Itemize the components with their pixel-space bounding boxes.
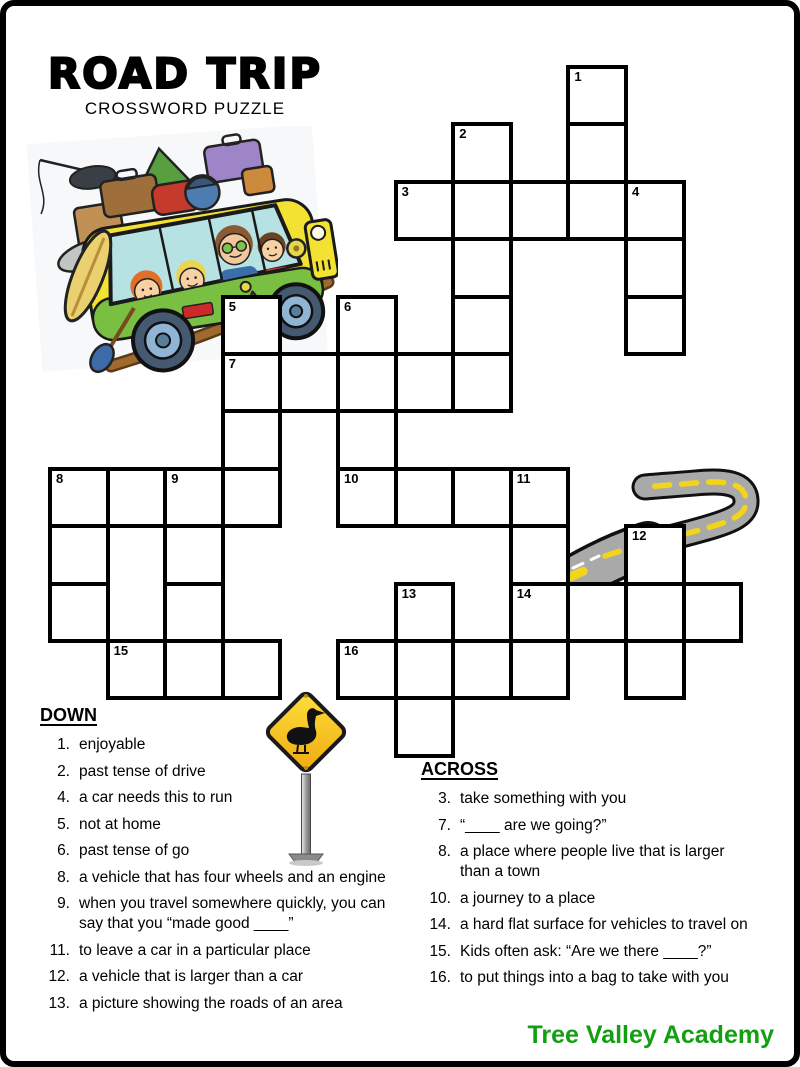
clue-number: 12. xyxy=(48,968,70,985)
cell-number: 13 xyxy=(401,585,417,601)
crossword-cell[interactable] xyxy=(624,237,686,298)
across-heading: ACROSS xyxy=(421,759,499,779)
crossword-cell[interactable] xyxy=(221,352,283,413)
cell-number: 5 xyxy=(228,298,237,314)
across-clues-section xyxy=(421,759,786,995)
crossword-cell[interactable] xyxy=(221,409,283,470)
crossword-cell[interactable] xyxy=(451,295,513,356)
clue-number: 5. xyxy=(57,815,70,833)
clue-item xyxy=(40,815,418,835)
clue-number: 6. xyxy=(57,842,70,859)
cell-number: 12 xyxy=(632,528,647,544)
cell-number: 10 xyxy=(344,470,359,486)
clue-text: not at home xyxy=(79,815,161,833)
crossword-cell[interactable] xyxy=(394,639,456,700)
crossword-cell[interactable] xyxy=(509,467,571,528)
clue-number: 15. xyxy=(429,942,451,960)
clue-item xyxy=(421,915,786,935)
clue-number: 7. xyxy=(438,816,451,834)
clue-item xyxy=(421,942,786,962)
cell-number: 9 xyxy=(171,470,179,486)
crossword-cell[interactable] xyxy=(624,295,686,356)
crossword-cell[interactable] xyxy=(336,467,398,528)
crossword-cell[interactable] xyxy=(624,524,686,585)
clue-number: 9. xyxy=(57,895,70,912)
cell-number: 3 xyxy=(401,183,409,199)
clue-number: 4. xyxy=(57,789,70,806)
crossword-cell[interactable] xyxy=(509,180,571,241)
crossword-cell[interactable] xyxy=(451,180,513,241)
crossword-cell[interactable] xyxy=(106,467,168,528)
crossword-cell[interactable] xyxy=(163,582,225,643)
clue-item xyxy=(40,868,418,888)
clue-item xyxy=(421,968,786,988)
clue-text: a hard flat surface for vehicles to travel on xyxy=(460,916,748,933)
clue-text: enjoyable xyxy=(79,736,146,753)
down-heading: DOWN xyxy=(40,705,97,725)
down-clues-section xyxy=(40,705,418,1020)
crossword-cell[interactable] xyxy=(566,122,628,183)
crossword-cell[interactable] xyxy=(106,639,168,700)
crossword-cell[interactable] xyxy=(336,409,398,470)
cell-number: 11 xyxy=(516,470,531,486)
crossword-cell[interactable] xyxy=(451,122,513,183)
cell-number: 6 xyxy=(344,298,352,314)
across-clue-list xyxy=(421,789,786,988)
clue-text: a picture showing the roads of an area xyxy=(79,994,343,1012)
clue-text: a car needs this to run xyxy=(79,789,233,806)
page-subtitle: CROSSWORD PUZZLE xyxy=(84,99,286,119)
crossword-cell[interactable] xyxy=(394,352,456,413)
crossword-cell[interactable] xyxy=(163,639,225,700)
cell-number: 7 xyxy=(228,356,237,371)
crossword-cell[interactable] xyxy=(394,180,456,241)
clue-item xyxy=(40,894,418,934)
clue-number: 3. xyxy=(438,790,451,807)
crossword-cell[interactable] xyxy=(221,295,283,356)
crossword-cell[interactable] xyxy=(566,180,628,241)
crossword-cell[interactable] xyxy=(682,582,744,643)
page-title: ROAD TRIP xyxy=(47,49,323,98)
crossword-cell[interactable] xyxy=(451,467,513,528)
crossword-cell[interactable] xyxy=(451,352,513,413)
crossword-cell[interactable] xyxy=(566,582,628,643)
cell-number: 16 xyxy=(344,643,359,658)
clue-number: 10. xyxy=(429,889,451,907)
crossword-cell[interactable] xyxy=(451,237,513,298)
down-clue-list xyxy=(40,735,418,1014)
clue-text: take something with you xyxy=(460,790,627,807)
clue-text: past tense of drive xyxy=(79,762,206,780)
clue-item xyxy=(421,889,786,909)
brand-footer: Tree Valley Academy xyxy=(527,1021,774,1049)
crossword-cell[interactable] xyxy=(566,65,628,126)
crossword-cell[interactable] xyxy=(48,582,110,643)
crossword-cell[interactable] xyxy=(163,467,225,528)
crossword-cell[interactable] xyxy=(624,639,686,700)
crossword-cell[interactable] xyxy=(509,582,571,643)
clue-item xyxy=(40,788,418,808)
clue-text: when you travel somewhere quickly, you can say that you “made good ____” xyxy=(79,895,386,932)
clue-number: 14. xyxy=(429,916,451,933)
clue-item xyxy=(40,941,418,961)
crossword-cell[interactable] xyxy=(451,639,513,700)
clue-text: “____ are we going?” xyxy=(460,816,607,834)
crossword-cell[interactable] xyxy=(624,582,686,643)
clue-number: 13. xyxy=(48,994,70,1012)
cell-number: 1 xyxy=(574,69,582,84)
clue-item xyxy=(40,967,418,987)
clue-text: to put things into a bag to take with you xyxy=(460,969,729,986)
clue-number: 1. xyxy=(57,736,70,753)
clue-item xyxy=(40,841,418,861)
crossword-cell[interactable] xyxy=(394,467,456,528)
crossword-cell[interactable] xyxy=(48,467,110,528)
crossword-cell[interactable] xyxy=(394,582,456,643)
cell-number: 2 xyxy=(459,126,467,142)
clue-text: a place where people live that is larger than a town xyxy=(460,843,725,880)
clue-item xyxy=(421,816,786,836)
cell-number: 8 xyxy=(56,470,64,486)
crossword-cell[interactable] xyxy=(278,352,340,413)
crossword-cell[interactable] xyxy=(221,467,283,528)
crossword-cell[interactable] xyxy=(336,295,398,356)
clue-text: to leave a car in a particular place xyxy=(79,941,311,959)
crossword-cell[interactable] xyxy=(48,524,110,585)
clue-item xyxy=(40,994,418,1014)
clue-text: a vehicle that has four wheels and an engine xyxy=(79,868,386,886)
crossword-cell[interactable] xyxy=(509,524,571,585)
clue-number: 8. xyxy=(438,843,451,860)
clue-item xyxy=(40,735,418,755)
clue-item xyxy=(40,762,418,782)
clue-text: a journey to a place xyxy=(460,889,596,907)
cell-number: 4 xyxy=(632,183,640,199)
cell-number: 15 xyxy=(113,643,129,658)
clue-text: Kids often ask: “Are we there ____?” xyxy=(460,942,712,960)
clue-number: 16. xyxy=(429,969,451,986)
clue-text: a vehicle that is larger than a car xyxy=(79,968,304,985)
cell-number: 14 xyxy=(516,585,532,601)
crossword-cell[interactable] xyxy=(163,524,225,585)
clue-number: 8. xyxy=(57,868,70,886)
crossword-cell[interactable] xyxy=(624,180,686,241)
clue-number: 11. xyxy=(49,941,70,959)
title-block xyxy=(38,49,332,119)
crossword-cell[interactable] xyxy=(509,639,571,700)
clue-text: past tense of go xyxy=(79,842,190,859)
clue-number: 2. xyxy=(57,762,70,780)
clue-item xyxy=(421,789,786,809)
crossword-cell[interactable] xyxy=(336,352,398,413)
clue-item xyxy=(421,842,786,882)
